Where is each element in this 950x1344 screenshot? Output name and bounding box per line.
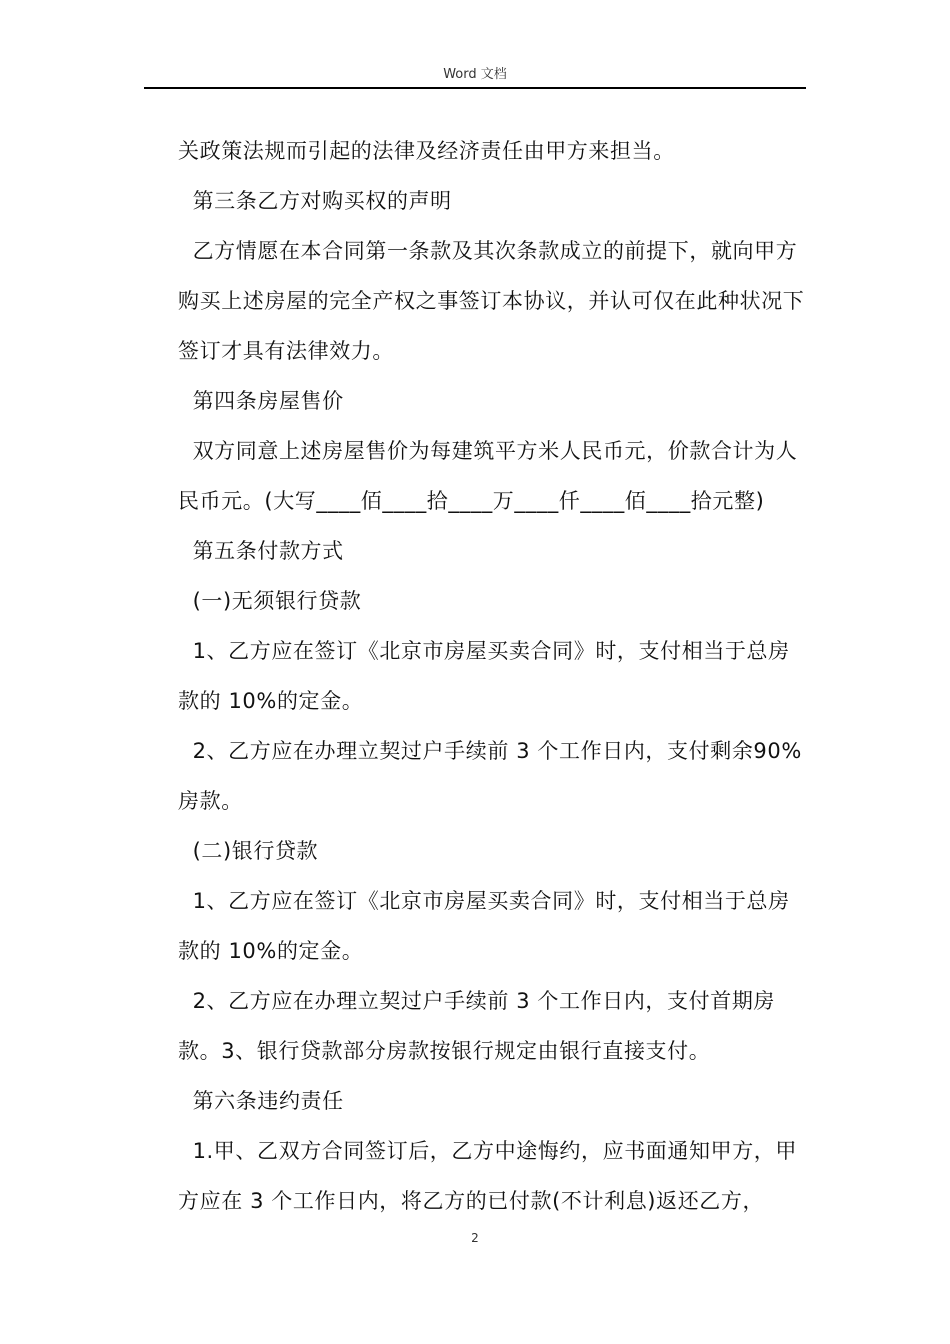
subsection-heading: (一)无须银行贷款 — [178, 589, 362, 613]
paragraph: 1.甲、乙双方合同签订后，乙方中途悔约，应书面通知甲方，甲方应在 3 个工作日内，将乙方的已付款(不计利息)返还乙方， — [178, 1139, 797, 1213]
header-divider — [144, 87, 806, 89]
document-body — [178, 126, 808, 1226]
paragraph: 1、乙方应在签订《北京市房屋买卖合同》时，支付相当于总房款的 10%的定金。 — [178, 889, 790, 963]
page-number: 2 — [471, 1231, 479, 1245]
section-heading: 第六条违约责任 — [178, 1089, 344, 1113]
page-header-title: Word 文档 — [443, 67, 507, 82]
paragraph: 乙方情愿在本合同第一条款及其次条款成立的前提下，就向甲方购买上述房屋的完全产权之事签订本协议，并认可仅在此种状况下签订才具有法律效力。 — [178, 239, 805, 363]
section-heading: 第四条房屋售价 — [178, 389, 344, 413]
paragraph: 2、乙方应在办理立契过户手续前 3 个工作日内，支付剩余90%房款。 — [178, 739, 802, 813]
paragraph: 双方同意上述房屋售价为每建筑平方米人民币元，价款合计为人民币元。(大写____佰____拾____万____仟____佰____拾元整) — [178, 439, 798, 513]
subsection-heading: (二)银行贷款 — [178, 839, 319, 863]
paragraph: 关政策法规而引起的法律及经济责任由甲方来担当。 — [178, 139, 675, 163]
section-heading: 第五条付款方式 — [178, 539, 344, 563]
paragraph: 1、乙方应在签订《北京市房屋买卖合同》时，支付相当于总房款的 10%的定金。 — [178, 639, 790, 713]
paragraph: 2、乙方应在办理立契过户手续前 3 个工作日内，支付首期房款。3、银行贷款部分房款按银行规定由银行直接支付。 — [178, 989, 776, 1063]
section-heading: 第三条乙方对购买权的声明 — [178, 189, 452, 213]
